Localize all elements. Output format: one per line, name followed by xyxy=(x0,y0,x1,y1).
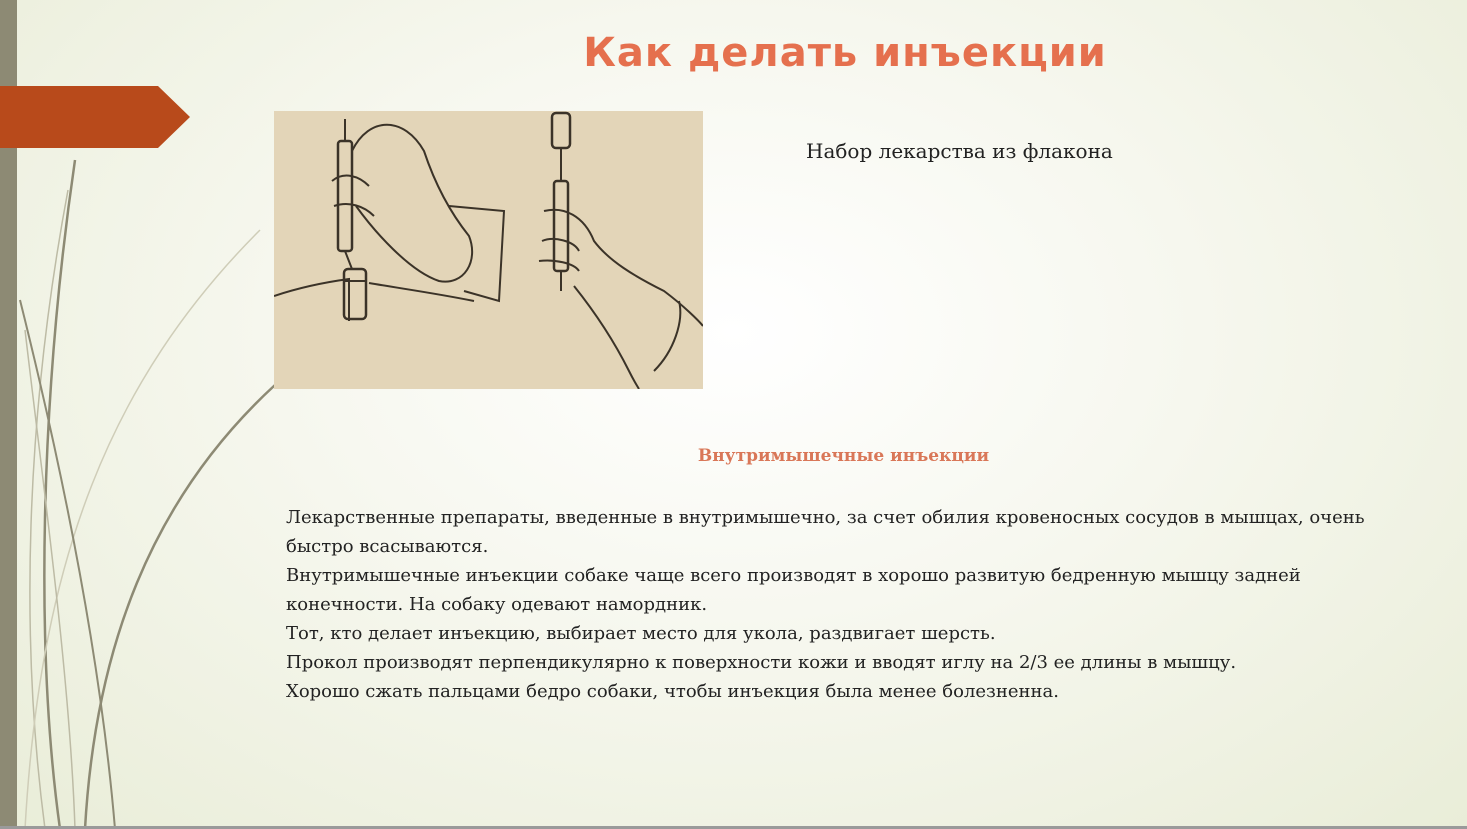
body-text xyxy=(286,503,1366,706)
accent-arrow-tab xyxy=(0,86,190,148)
paragraph: Лекарственные препараты, введенные в внутримышечно, за счет обилия кровеносных сосудов в мышцах, очень быстро всасываются. xyxy=(286,507,1365,557)
hands-filling-syringe-from-vial-drawing xyxy=(274,111,703,389)
syringe-illustration xyxy=(274,111,703,389)
paragraph: Хорошо сжать пальцами бедро собаки, чтобы инъекция была менее болезненна. xyxy=(286,681,1059,702)
paragraph: Внутримышечные инъекции собаке чаще всего производят в хорошо развитую бедренную мышцу задней конечности. На собаку одевают намордник. xyxy=(286,565,1301,615)
section-subheading: Внутримышечные инъекции xyxy=(697,446,990,466)
slide-title: Как делать инъекции xyxy=(583,30,1107,76)
paragraph: Тот, кто делает инъекцию, выбирает место для укола, раздвигает шерсть. xyxy=(286,623,996,644)
paragraph: Прокол производят перпендикулярно к поверхности кожи и вводят иглу на 2/3 ее длины в мышцу. xyxy=(286,652,1237,673)
image-caption: Набор лекарства из флакона xyxy=(806,139,1113,163)
